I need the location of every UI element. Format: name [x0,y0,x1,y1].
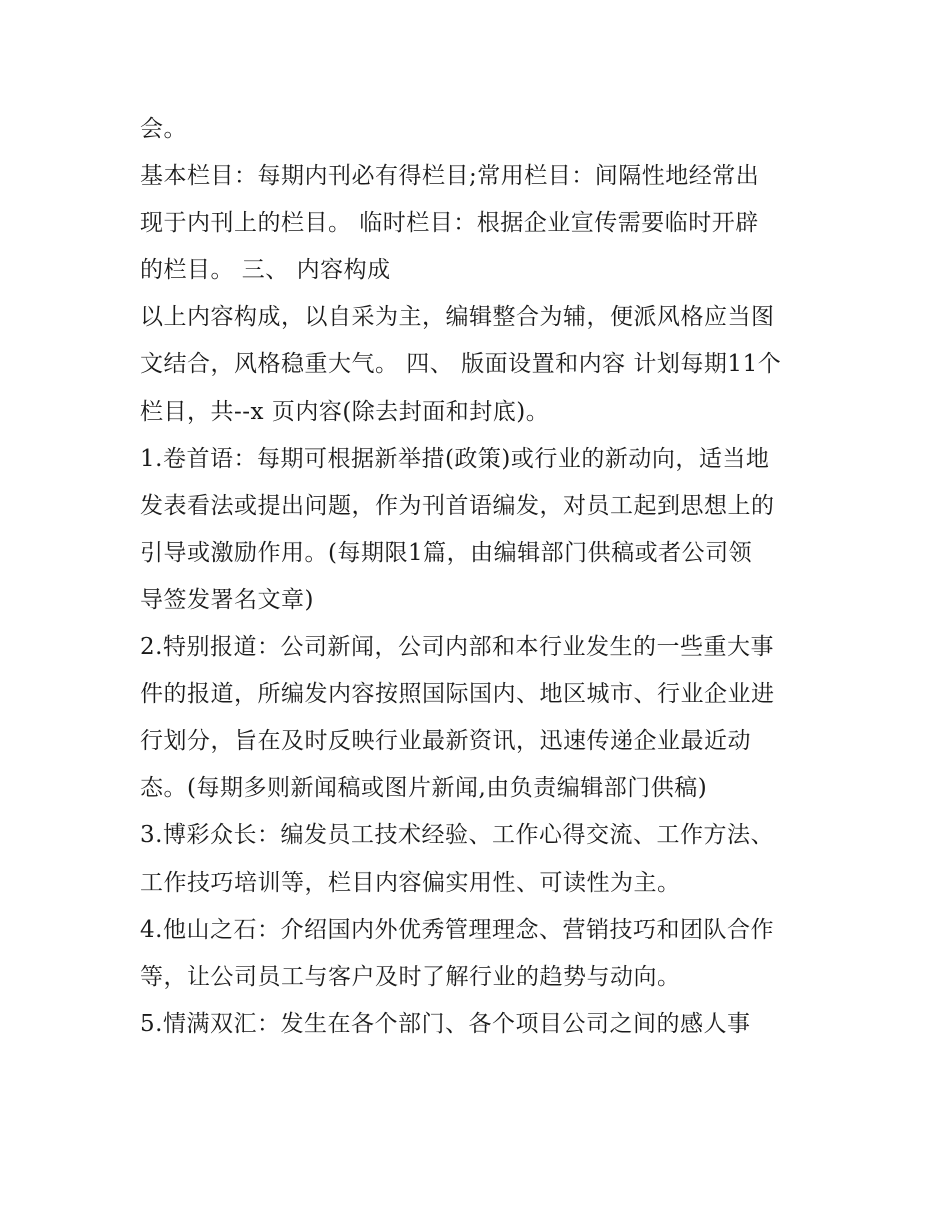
text-line: 2.特别报道：公司新闻，公司内部和本行业发生的一些重大事 [140,634,774,661]
text-line: 的栏目。 三、 内容构成 [140,257,391,284]
text-line: 导签发署名文章) [140,586,314,613]
text-line: 5.情满双汇：发生在各个部门、各个项目公司之间的感人事 [140,1010,751,1037]
text-line: 会。 [140,116,187,142]
text-line: 工作技巧培训等，栏目内容偏实用性、可读性为主。 [140,869,681,896]
text-line: 发表看法或提出问题，作为刊首语编发，对员工起到思想上的 [140,492,775,519]
text-line: 文结合，风格稳重大气。 四、 版面设置和内容 计划每期11个 [140,351,782,378]
text-line: 行划分，旨在及时反映行业最新资讯，迅速传递企业最近动 [140,728,751,755]
text-line: 件的报道，所编发内容按照国际国内、地区城市、行业企业进 [140,681,775,708]
text-line: 引导或激励作用。(每期限1篇，由编辑部门供稿或者公司领 [140,539,753,566]
text-line: 现于内刊上的栏目。 临时栏目：根据企业宣传需要临时开辟 [140,210,759,237]
text-line: 栏目，共--x 页内容(除去封面和封底)。 [140,398,550,425]
text-line: 基本栏目：每期内刊必有得栏目;常用栏目：间隔性地经常出 [140,163,760,190]
text-line: 以上内容构成，以自采为主，编辑整合为辅，便派风格应当图 [140,304,775,331]
text-line: 3.博彩众长：编发员工技术经验、工作心得交流、工作方法、 [140,822,774,849]
text-line: 等，让公司员工与客户及时了解行业的趋势与动向。 [140,963,681,990]
text-line: 态。(每期多则新闻稿或图片新闻,由负责编辑部门供稿) [140,775,708,802]
text-line: 4.他山之石：介绍国内外优秀管理理念、营销技巧和团队合作 [140,916,774,943]
text-line: 1.卷首语：每期可根据新举措(政策)或行业的新动向，适当地 [140,445,770,472]
body-text [140,106,820,1048]
